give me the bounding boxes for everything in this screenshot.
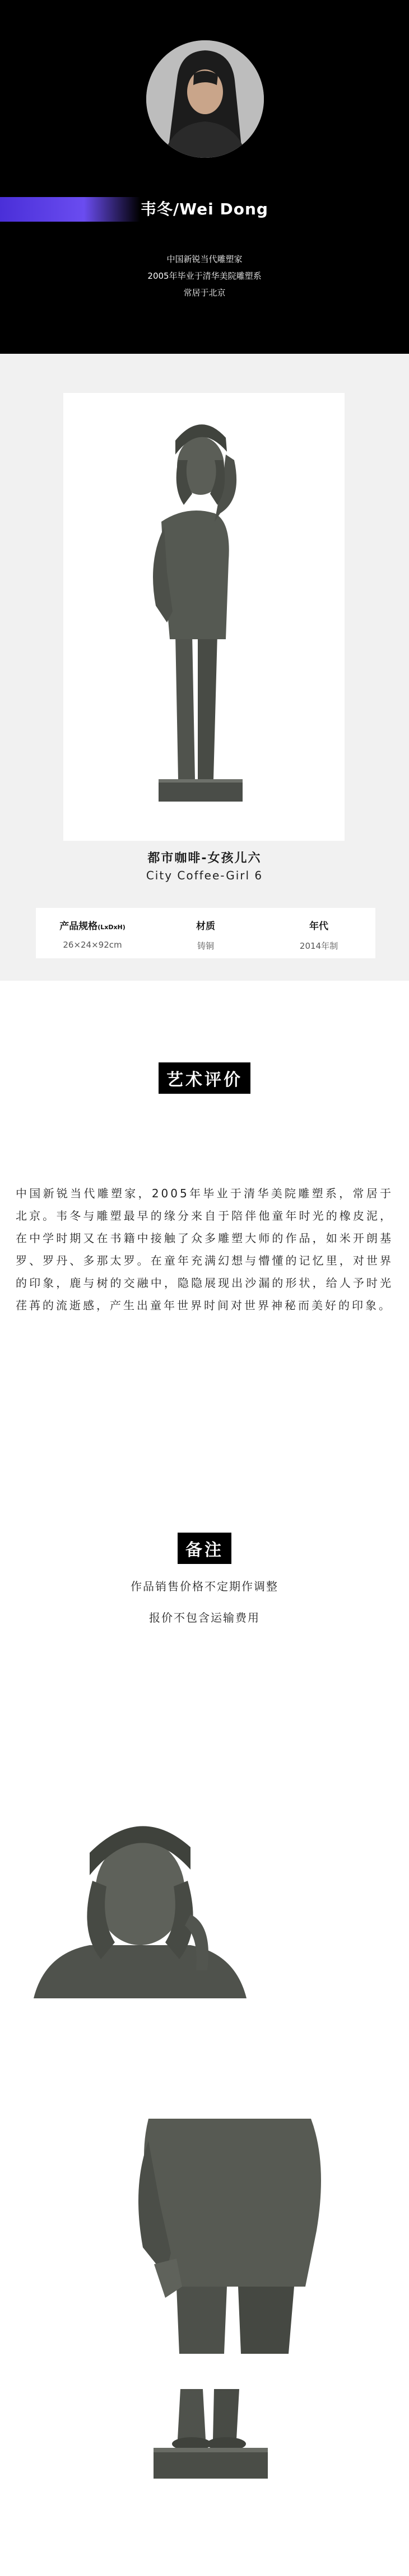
notes-heading: [0, 1533, 409, 1564]
bio-line: 中国新锐当代雕塑家: [166, 254, 243, 264]
spec-label-note: (LxDxH): [97, 924, 126, 931]
detail-photo-head: [22, 1814, 258, 1998]
evaluation-heading-text: 艺术评价: [159, 1062, 250, 1094]
sculpture-head-detail-image: [22, 1814, 258, 1998]
artist-bio: [0, 251, 409, 301]
spec-material: [149, 908, 262, 958]
artist-name: 韦冬/Wei Dong: [141, 200, 268, 218]
bio-line: 常居于北京: [183, 288, 226, 298]
artist-name-bar: [0, 197, 409, 222]
sculpture-figure-image: [63, 393, 345, 841]
note-line: 作品销售价格不定期作调整: [131, 1580, 278, 1593]
note-line: 报价不包含运输费用: [149, 1611, 260, 1624]
spec-value: 铸铜: [197, 941, 214, 951]
detail-photo-base: [147, 2389, 275, 2484]
evaluation-text: 中国新锐当代雕塑家，2005年毕业于清华美院雕塑系，常居于北京。韦冬与雕塑最早的缘分来自于陪伴他童年时光的橡皮泥，在中学时期又在书籍中接触了众多雕塑大师的作品，如米开朗基罗、罗丹、多那太罗。在童年充满幻想与懵懂的记忆里，对世界的印象，鹿与树的交融中，隐隐展现出沙漏的形状，给人予时光荏苒的流逝感，产生出童年世界时间对世界神秘而美好的印象。: [16, 1187, 393, 1312]
spec-label: 年代: [309, 921, 328, 932]
artist-avatar: [146, 40, 264, 158]
spec-year: [262, 908, 375, 958]
work-title: 都市咖啡-女孩儿六: [147, 851, 262, 865]
notes-heading-text: 备注: [178, 1533, 231, 1564]
artist-portrait-image: [146, 40, 264, 158]
specs-table: [36, 908, 375, 958]
work-subtitle: City Coffee-Girl 6: [146, 869, 263, 882]
detail-photo-torso: [126, 2119, 342, 2354]
sculpture-base-detail-image: [147, 2389, 275, 2484]
evaluation-heading: [0, 1062, 409, 1094]
work-section: [0, 354, 409, 981]
spec-dimensions: [36, 908, 149, 958]
sculpture-photo: [63, 393, 345, 841]
artist-header: [0, 0, 409, 354]
spec-label: 材质: [196, 921, 215, 932]
sculpture-torso-detail-image: [126, 2119, 342, 2354]
spec-value: 2014年制: [299, 941, 338, 951]
spec-value: 26×24×92cm: [63, 940, 122, 950]
bio-line: 2005年毕业于清华美院雕塑系: [147, 271, 262, 281]
spec-label: 产品规格(LxDxH): [59, 921, 126, 932]
